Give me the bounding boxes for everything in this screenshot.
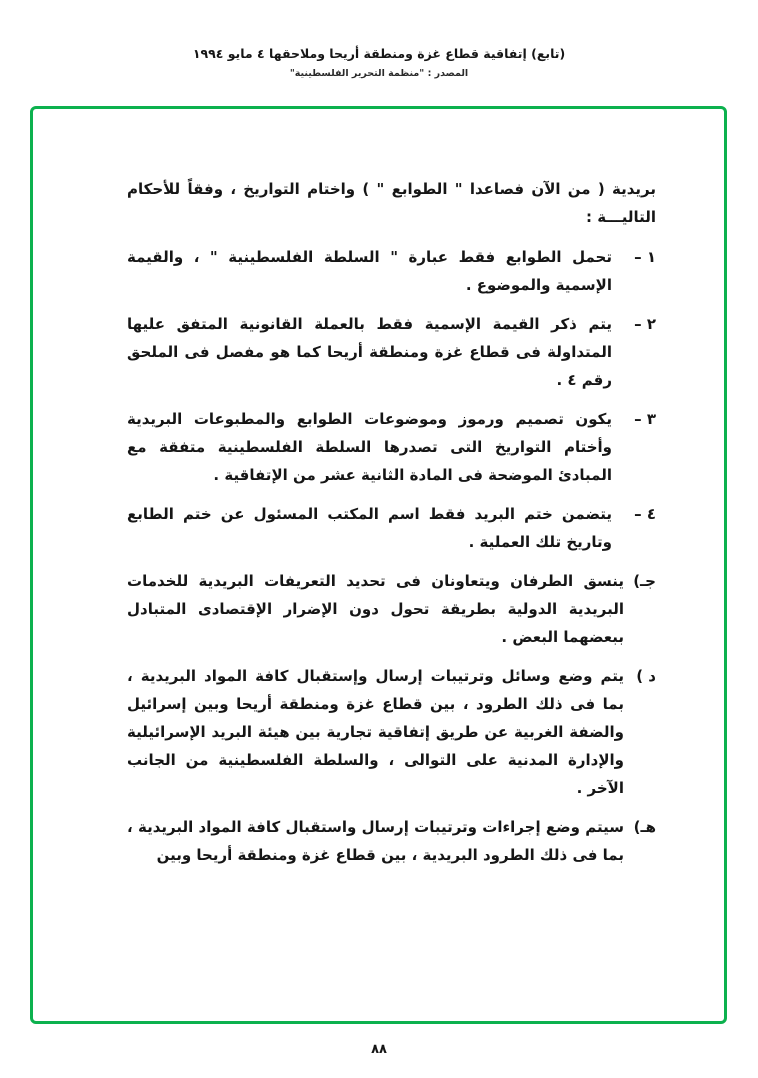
list-item-1 (127, 243, 656, 299)
list-item-3 (127, 405, 656, 489)
document-header (0, 46, 758, 79)
document-title: (تابع) إتفاقية قطاع غزة ومنطقة أريحا وملاحقها ٤ مايو ١٩٩٤ (192, 46, 566, 61)
document-source: المصدر : "منظمة التحرير الفلسطينية" (289, 68, 469, 79)
item-text: يتم وضع وسائل وترتيبات إرسال وإستقبال كافة المواد البريدية ، بما فى ذلك الطرود ، بين قطاع غزة ومنطقة أريحا وبين إسرائيل والضفة الغربية عن طريق إتفاقية تجارية بين هيئة البريد الإسرائيلية والإدارة المدنية على التوالى ، والسلطة الفلسطينية من الجانب الآخر . (127, 667, 624, 797)
list-item-dal (127, 662, 656, 802)
intro-paragraph: بريدية ( من الآن فصاعدا " الطوابع " ) واختام التواريخ ، وفقاً للأحكام التاليـــة : (127, 180, 656, 226)
item-marker: هـ) (633, 818, 656, 836)
list-item-ha (127, 813, 656, 869)
item-text: يتضمن ختم البريد فقط اسم المكتب المسئول عن ختم الطابع وتاريخ تلك العملية . (127, 505, 612, 551)
item-text: ينسق الطرفان ويتعاونان فى تحديد التعريفات البريدية للخدمات البريدية الدولية بطريقة تحول دون الإضرار الإقتصادى المتبادل ببعضهما البعض . (127, 572, 624, 646)
list-item-jeem (127, 567, 656, 651)
item-text: يكون تصميم ورموز وموضوعات الطوابع والمطبوعات البريدية وأختام التواريخ التى تصدرها السلطة الفلسطينية متفقة مع المبادئ الموضحة فى المادة الثانية عشر من الإتفاقية . (127, 410, 612, 484)
item-marker: د ) (636, 667, 656, 685)
page-number: ٨٨ (371, 1042, 387, 1057)
item-marker: ٢ – (634, 315, 656, 333)
item-text: سيتم وضع إجراءات وترتيبات إرسال واستقبال كافة المواد البريدية ، بما فى ذلك الطرود البريدية ، بين قطاع غزة ومنطقة أريحا وبين (127, 818, 624, 864)
item-marker: ١ – (634, 248, 656, 266)
item-text: تحمل الطوابع فقط عبارة " السلطة الفلسطينية " ، والقيمة الإسمية والموضوع . (127, 248, 612, 294)
page-footer (0, 1038, 758, 1057)
item-marker: ٣ – (634, 410, 656, 428)
item-marker: ٤ – (634, 505, 656, 523)
item-text: يتم ذكر القيمة الإسمية فقط بالعملة القانونية المتفق عليها المتداولة فى قطاع غزة ومنطقة أريحا كما هو مفصل فى الملحق رقم ٤ . (127, 315, 612, 389)
list-item-4 (127, 500, 656, 556)
item-marker: جـ) (633, 572, 656, 590)
content-frame (30, 106, 727, 1024)
list-item-2 (127, 310, 656, 394)
document-body (33, 109, 724, 869)
